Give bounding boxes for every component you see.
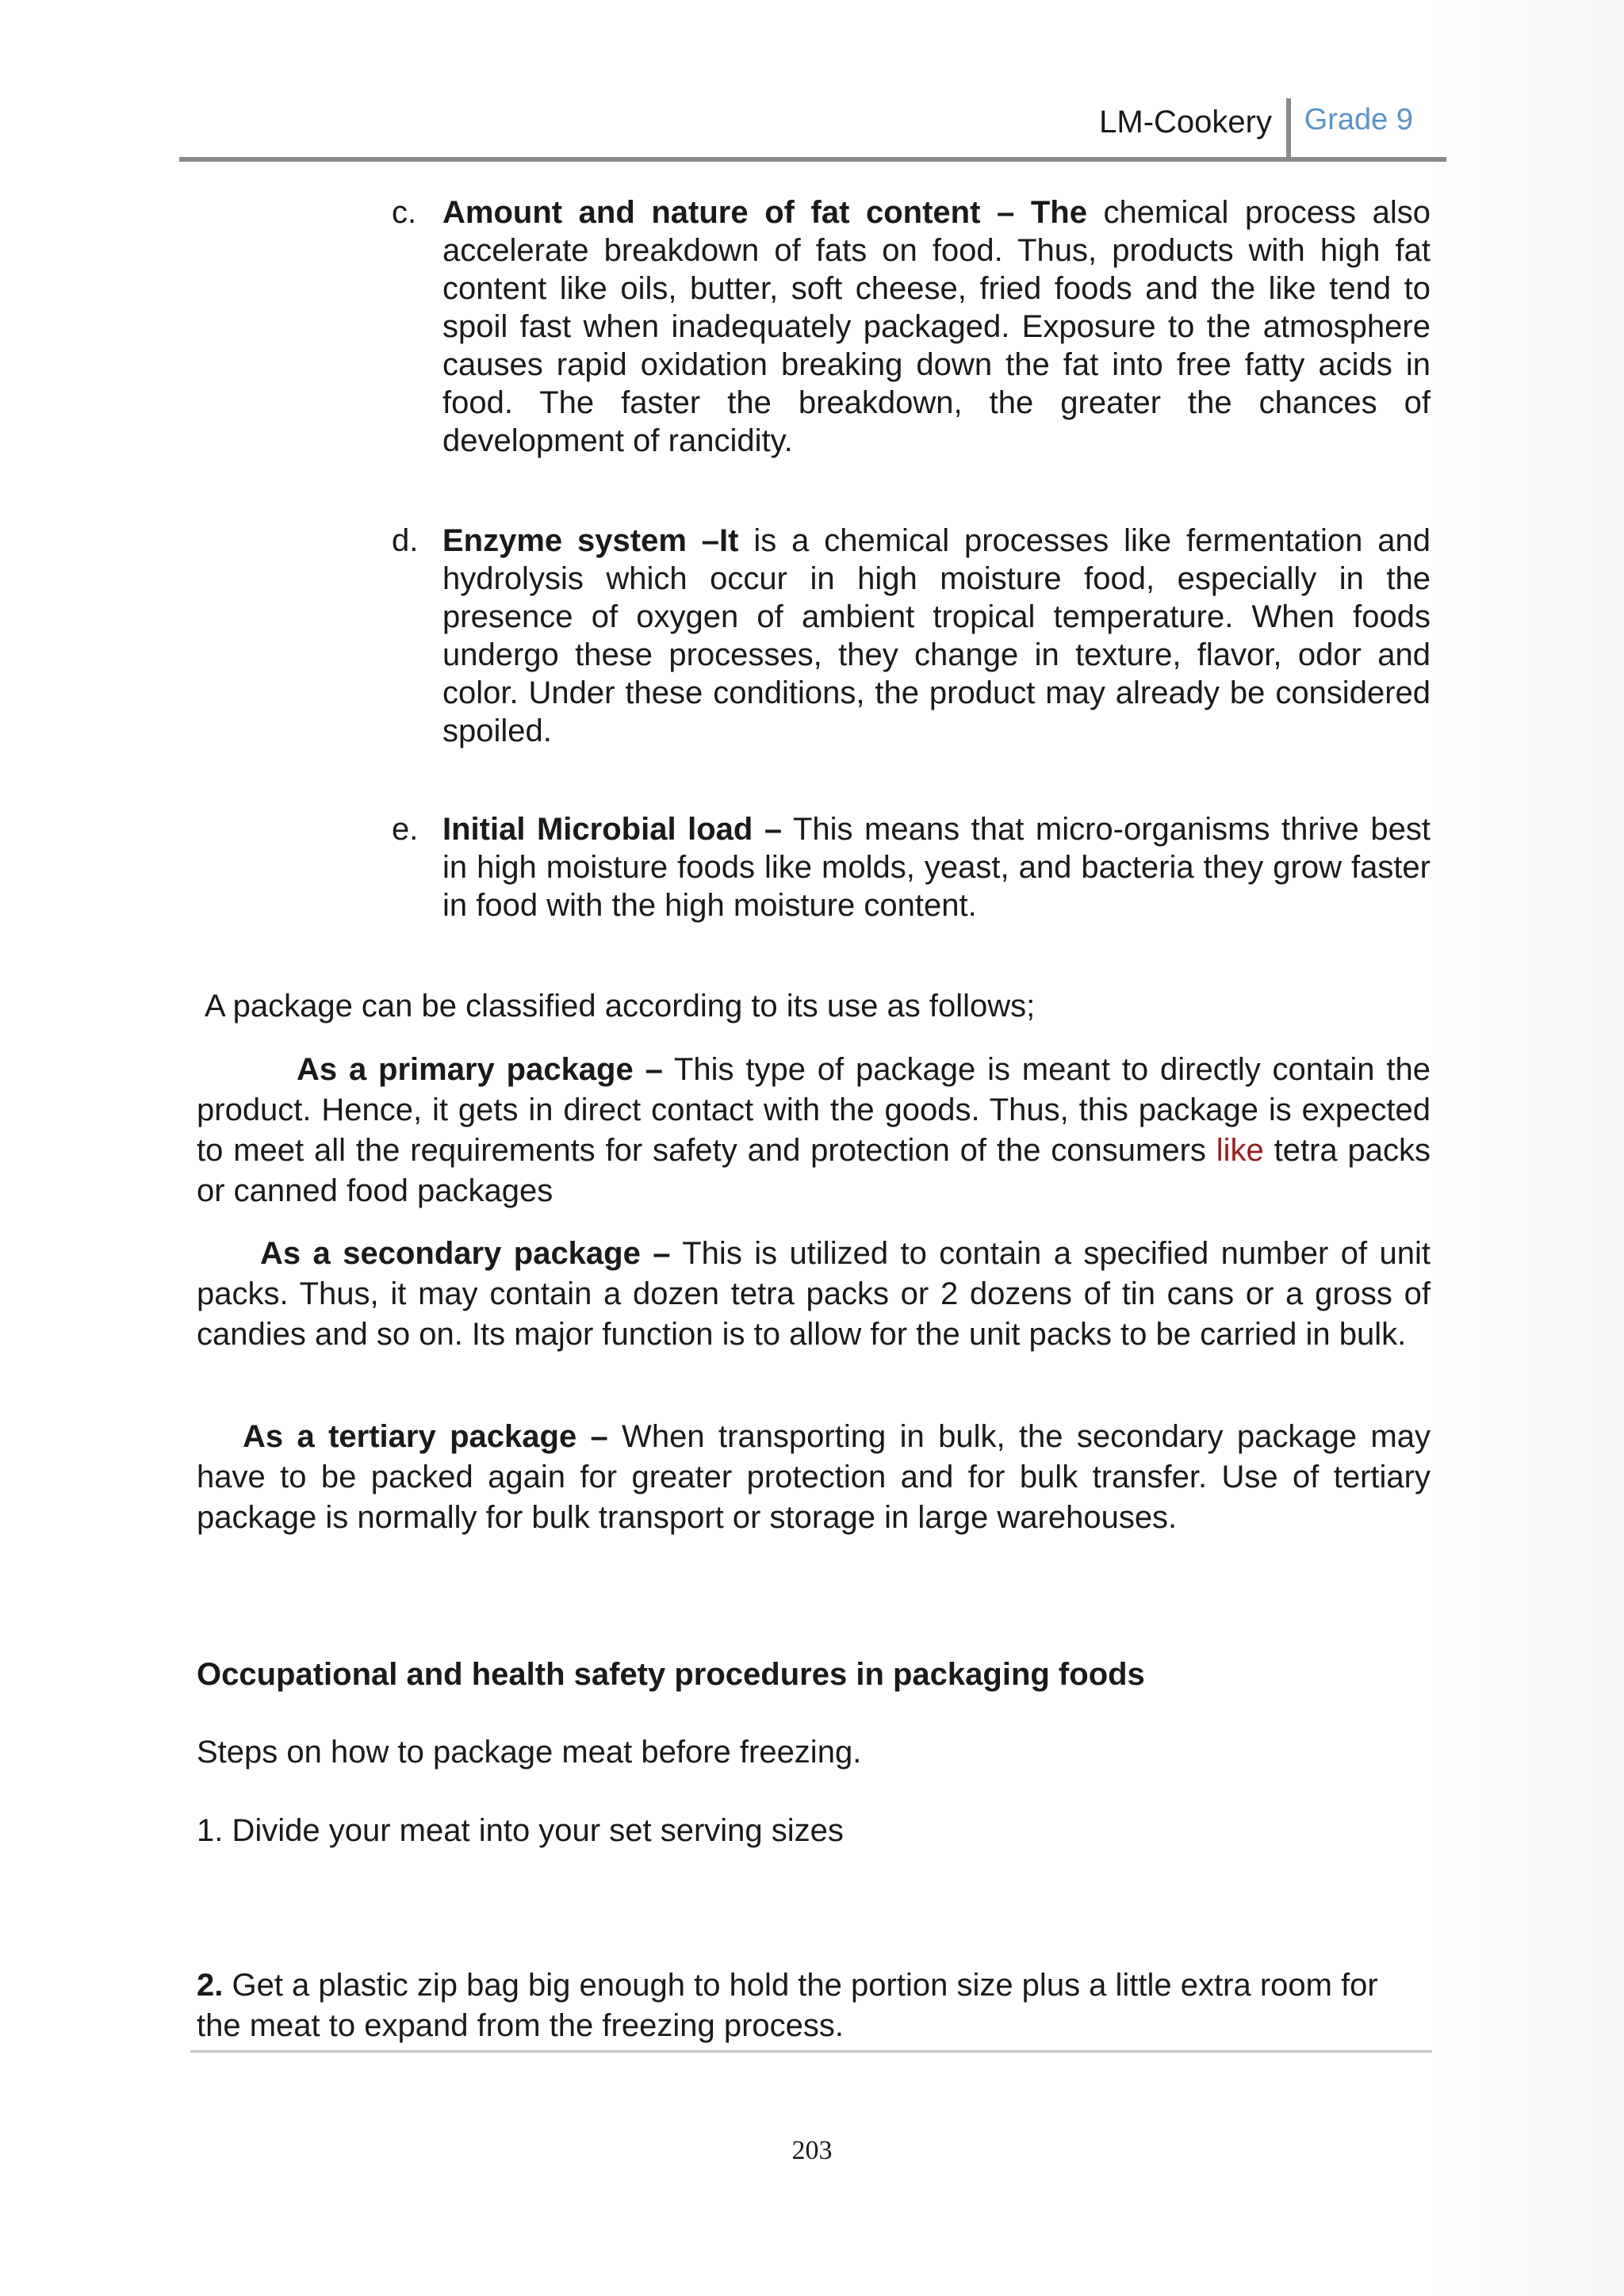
package-text: This is utilized to contain a specified number of unit packs. Thus, it may contain a dozen tetra packs or 2 dozens of tin cans or a gross of candies and so on. Its major function is to allow for the unit packs to be carried in bulk. [197,1236,1431,1352]
list-item-body [442,193,1431,460]
page-header [179,94,1446,162]
step-number: 1. [197,1813,224,1848]
package-text: When transporting in bulk, the secondary package may have to be packed again for greater protection and for bulk transfer. Use of tertiary package is normally for bulk transport or storage in large warehouses. [197,1419,1431,1535]
step-2 [197,1965,1386,2046]
secondary-package-paragraph [197,1234,1431,1355]
list-item-letter: d. [392,523,419,558]
tertiary-package-paragraph [197,1417,1431,1538]
header-title: LM-Cookery [1099,105,1272,140]
list-item-text: chemical process also accelerate breakdown of fats on food. Thus, products with high fat content like oils, butter, soft cheese, fried foods and the like tend to spoil fast when inadequately packaged. Exposure to the atmosphere causes rapid oxidation breaking down the fat into free fatty acids in food. The faster the breakdown, the greater the chances of development of rancidity. [442,195,1431,458]
list-item-enzyme-system [392,522,1431,750]
list-item-fat-content [392,193,1431,460]
list-item-text: This means that micro-organisms thrive best in high moisture foods like molds, yeast, and bacteria they grow faster in food with the high moisture content. [442,812,1431,923]
list-item-letter: e. [392,812,419,847]
primary-package-paragraph [197,1050,1431,1211]
package-term: As a secondary package – [260,1236,671,1271]
list-item-term: Initial Microbial load – [442,812,783,847]
page-number: 203 [791,2136,833,2165]
header-separator [1286,98,1291,159]
classify-intro: A package can be classified according to its use as follows; [205,989,1036,1024]
list-item-letter: c. [392,195,417,230]
header-grade: Grade 9 [1304,103,1413,136]
step-text: Get a plastic zip bag big enough to hold the portion size plus a little extra room for the meat to expand from the freezing process. [197,1968,1378,2043]
package-term: As a tertiary package – [243,1419,608,1454]
list-item-term: Enzyme system –It [442,523,739,558]
footer-rule [190,2050,1432,2053]
step-1 [197,1811,844,1851]
list-item-microbial-load [392,810,1431,924]
package-term: As a primary package – [297,1052,663,1087]
list-item-term: Amount and nature of fat content – The [442,195,1087,230]
section-heading: Occupational and health safety procedures in packaging foods [197,1657,1145,1692]
page-edge-shadow [1426,0,1624,2296]
list-item-body [442,522,1431,750]
package-text-tail: tetra packs or canned food packages [197,1133,1431,1208]
step-number: 2. [197,1968,224,2003]
highlighted-word: like [1216,1133,1264,1168]
package-text: This type of package is meant to directly contain the product. Hence, it gets in direct contact with the goods. Thus, this package is expected to meet all the requirements for safety and protection of the consumers [197,1052,1431,1168]
step-text: Divide your meat into your set serving sizes [223,1813,844,1848]
list-item-text: is a chemical processes like fermentation and hydrolysis which occur in high moisture food, especially in the presence of oxygen of ambient tropical temperature. When foods undergo these processes, they change in texture, flavor, odor and color. Under these conditions, the product may already be considered spoiled. [442,523,1431,748]
steps-intro: Steps on how to package meat before freezing. [197,1735,862,1770]
list-item-body [442,810,1431,924]
header-rule [179,157,1446,162]
